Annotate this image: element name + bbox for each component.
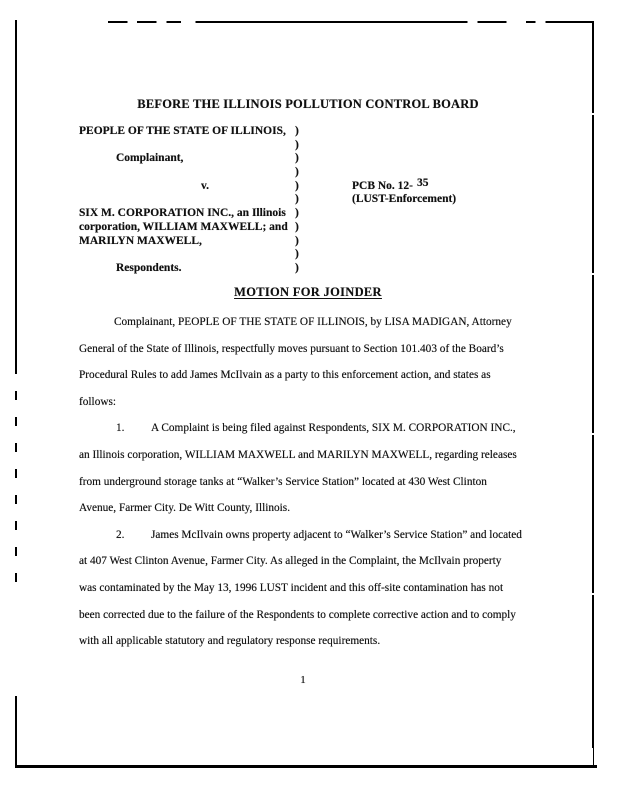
caption-row [79,221,549,235]
intro-line: follows: [79,395,117,408]
caption-paren: ) [295,125,299,137]
caption-row [79,235,549,249]
case-number-prefix: PCB No. 12- [352,179,414,192]
paragraph-2-text: James McIlvain owns property adjacent to “Walker’s Service Station” and located [151,528,522,541]
caption-row [79,207,549,221]
scan-edge-left-middle [15,365,17,590]
paragraph-1-number: 1. [116,422,125,435]
case-number [352,177,429,194]
caption-row [79,139,549,153]
paragraph-2-line: with all applicable statutory and regulatory response requirements. [79,635,381,648]
scan-edge-right [592,23,594,748]
document-body [79,309,559,655]
paragraph-2-number: 2. [116,528,125,541]
caption-paren: ) [295,152,299,165]
scan-edge-top [108,21,594,23]
caption-paren: ) [295,220,299,233]
paragraph-1-first-line [79,415,559,442]
paragraph-1-text: A Complaint is being filed against Respondents, SIX M. CORPORATION INC., [151,422,516,435]
caption-paren: ) [295,193,299,206]
caption-paren: ) [295,261,299,274]
case-type: (LUST-Enforcement) [352,193,457,206]
caption-paren: ) [295,138,299,151]
party-respondent-line2: corporation, WILLIAM MAXWELL; and [79,220,288,233]
document-title-text: MOTION FOR JOINDER [234,285,382,299]
caption-row [79,193,549,207]
scan-edge-left-upper [15,20,17,365]
intro-line: Complainant, PEOPLE OF THE STATE OF ILLINOIS, by LISA MADIGAN, Attorney [114,316,512,328]
versus-label: v. [201,179,209,192]
paragraph-2-line: at 407 West Clinton Avenue, Farmer City. As alleged in the Complaint, the McIlvain property [79,555,502,568]
party-complainant-role: Complainant, [116,152,184,165]
scan-edge-bottom-thin [384,765,597,767]
caption-row [79,125,549,139]
party-respondent-line3: MARILYN MAXWELL, [79,234,202,247]
court-header: BEFORE THE ILLINOIS POLLUTION CONTROL BOARD [137,97,479,111]
caption-paren: ) [295,234,299,247]
document-title [4,283,612,301]
caption-row [79,152,549,166]
party-complainant-name: PEOPLE OF THE STATE OF ILLINOIS, [79,125,286,137]
case-caption [79,125,549,276]
caption-row [79,166,549,180]
caption-row [79,262,549,276]
caption-paren: ) [295,207,299,220]
case-number-written-digits: 35 [417,177,429,190]
paragraph-2-line: been corrected due to the failure of the Respondents to complete corrective action and to comply [79,608,516,621]
party-respondent-line1: SIX M. CORPORATION INC., an Illinois [79,207,286,220]
intro-line: Procedural Rules to add James McIlvain as a party to this enforcement action, and states as [79,369,491,382]
paragraph-1-line: an Illinois corporation, WILLIAM MAXWELL and MARILYN MAXWELL, regarding releases [79,448,517,461]
intro-line: General of the State of Illinois, respectfully moves pursuant to Section 101.403 of the Board’s [79,342,504,355]
paragraph-1-line: from underground storage tanks at “Walker’s Service Station” located at 430 West Clinton [79,475,487,488]
caption-paren: ) [295,166,299,179]
scan-edge-left-lower [15,696,17,766]
page-number: 1 [300,674,306,686]
party-respondent-role: Respondents. [116,261,182,274]
paragraph-2-first-line [79,522,559,549]
paragraph-2-line: was contaminated by the May 13, 1996 LUST incident and this off-site contamination has not [79,581,504,594]
caption-paren: ) [295,179,299,192]
caption-paren: ) [295,248,299,261]
caption-row [79,248,549,262]
paragraph-1-line: Avenue, Farmer City. De Witt County, Illinois. [79,502,291,515]
caption-row [79,177,549,194]
